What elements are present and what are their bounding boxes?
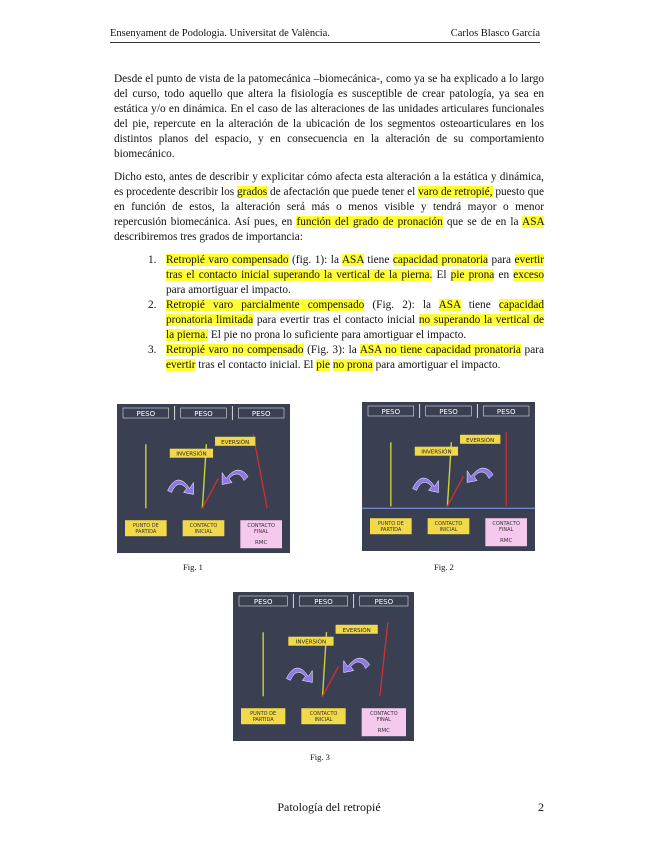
text-run: para	[520, 344, 544, 356]
eversion-label: EVERSIÓN	[466, 437, 495, 444]
diagram-svg	[362, 402, 535, 551]
diagram-svg	[233, 592, 414, 741]
phase-label-line: INICIAL	[194, 529, 213, 536]
peso-label: PESO	[374, 598, 394, 606]
text-run: (fig. 1): la	[288, 254, 342, 266]
peso-label: PESO	[194, 410, 213, 418]
highlight-run: exceso	[513, 269, 544, 281]
inversion-arrow-icon	[168, 480, 194, 495]
list-number: 3.	[148, 344, 157, 356]
eversion-arrow-icon	[344, 658, 370, 673]
inversion-label: INVERSIÓN	[176, 451, 207, 458]
text-run: tiene	[363, 254, 393, 266]
text-run: El	[432, 269, 451, 281]
eversion-arrow-icon	[467, 468, 493, 483]
highlight-run: ASA	[522, 216, 545, 228]
peso-label: PESO	[381, 408, 401, 416]
peso-label: PESO	[251, 410, 271, 418]
phase-label-line: CONTACTO	[309, 711, 338, 718]
phase-label-line: PUNTO DE	[250, 711, 277, 718]
rmc-label: RMC	[499, 538, 513, 545]
inversion-label: INVERSIÓN	[295, 639, 327, 646]
phase-label-line: CONTACTO	[434, 521, 463, 528]
phase-label-line: FINAL	[499, 527, 514, 534]
figure-1-caption: Fig. 1	[183, 562, 203, 572]
text-run: para	[488, 254, 515, 266]
header-rule	[110, 42, 540, 43]
phase-label-line: PARTIDA	[380, 527, 402, 534]
grades-list	[148, 253, 544, 373]
diagram-svg	[117, 404, 290, 553]
foot-line	[447, 476, 463, 506]
list-number: 2.	[148, 299, 157, 311]
inversion-label: INVERSIÓN	[421, 449, 452, 456]
inversion-arrow-icon	[413, 478, 439, 493]
figure-3	[233, 592, 414, 741]
highlight-run: ASA	[438, 299, 461, 311]
footer-title: Patología del retropié	[277, 800, 381, 814]
list-number: 1.	[148, 254, 157, 266]
text-run: tiene	[460, 299, 499, 311]
inversion-arrow-icon	[286, 668, 312, 683]
phase-label-line: PUNTO DE	[132, 523, 159, 530]
eversion-arrow-icon	[222, 470, 248, 485]
peso-label: PESO	[136, 410, 156, 418]
phase-label-line: PARTIDA	[252, 717, 274, 724]
highlight-run: varo de retropié,	[418, 186, 493, 198]
peso-label: PESO	[314, 598, 333, 606]
figure-1	[117, 404, 290, 553]
highlight-run: pie prona	[450, 269, 495, 281]
highlight-run: Retropié varo parcialmente compensado	[166, 299, 365, 311]
text-run: para evertir tras el contacto inicial	[253, 314, 419, 326]
foot-line	[202, 478, 218, 508]
phase-label-line: CONTACTO	[247, 523, 275, 530]
highlight-run: capacidad pronatoria limitada	[166, 299, 545, 326]
highlight-run: capacidad pronatoria	[392, 254, 489, 266]
highlight-run: grados	[237, 186, 268, 198]
list-item	[148, 298, 545, 343]
text-run: El pie no prona lo suficiente para amortiguar el impacto.	[208, 329, 467, 341]
highlight-run: ASA	[341, 254, 364, 266]
highlight-run: evertir	[166, 359, 196, 371]
list-item	[148, 253, 545, 298]
highlight-run: no prona	[332, 359, 373, 371]
phase-label-line: INICIAL	[314, 717, 333, 724]
page-number: 2	[538, 800, 544, 814]
eversion-label: EVERSIÓN	[342, 627, 371, 634]
text-run: que se de en la	[442, 216, 523, 228]
figure-2-caption: Fig. 2	[434, 562, 454, 572]
phase-label-line: CONTACTO	[492, 521, 520, 528]
text-run: tras el contacto inicial. El	[195, 359, 317, 371]
peso-label: PESO	[439, 408, 458, 416]
highlight-run: pie	[316, 359, 331, 371]
highlight-run: función del grado de pronación	[296, 216, 443, 228]
phase-label-line: PARTIDA	[135, 529, 157, 536]
text-run: (Fig. 3): la	[303, 344, 360, 356]
rmc-label: RMC	[377, 728, 391, 735]
list-item	[148, 343, 544, 373]
highlight-run: evertir tras el contacto inicial superando la vertical de la pierna.	[166, 254, 545, 281]
phase-label-line: FINAL	[254, 529, 269, 536]
highlight-run: Retropié varo no compensado	[166, 344, 304, 356]
highlight-run: Retropié varo compensado	[166, 254, 289, 266]
text-run: (Fig. 2): la	[364, 299, 439, 311]
text-run: Dicho esto, antes de describir y explicitar cómo afecta esta alteración a la estática y dinámica, es procedente describir los	[114, 171, 544, 198]
foot-line	[323, 666, 339, 696]
highlight-run: no superando la vertical de la pierna.	[166, 314, 545, 341]
header-author: Carlos Blasco García	[450, 28, 540, 39]
phase-label-line: PUNTO DE	[377, 521, 404, 528]
rmc-label: RMC	[254, 540, 268, 547]
leg-line	[380, 622, 388, 696]
phase-label-line: CONTACTO	[370, 711, 398, 718]
eversion-label: EVERSIÓN	[221, 439, 250, 446]
text-run: para amortiguar el impacto.	[166, 284, 291, 296]
text-run: para amortiguar el impacto.	[372, 359, 501, 371]
figure-3-caption: Fig. 3	[310, 752, 330, 762]
phase-label-line: INICIAL	[439, 527, 458, 534]
text-run: puesto que en función de estos, la alteración será más o menos visible y tendrá mayor o menor repercusión biomecánica. Así pues, en	[114, 186, 544, 228]
phase-label-line: FINAL	[376, 717, 391, 724]
header-institution: Ensenyament de Podologia. Universitat de València.	[110, 28, 330, 39]
text-run: describiremos tres grados de importancia:	[114, 231, 303, 243]
peso-label: PESO	[496, 408, 516, 416]
figure-2	[362, 402, 535, 551]
peso-label: PESO	[253, 598, 273, 606]
paragraph-grades	[114, 170, 544, 245]
paragraph-intro: Desde el punto de vista de la patomecánica –biomecánica-, como ya se ha explicado a lo largo del curso, todo aquello que altera la fisiología es susceptible de crear patología, ya sea en estática y/o en dinámica. En el caso de las alteraciones de las unidades articulares funcionales del pie, repercute en la alteración de la ubicación de los segmentos osteoarticulares en los distintos planos del espacio, y en consecuencia en la alteración de su comportamiento biomecánico.	[114, 73, 544, 160]
phase-label-line: CONTACTO	[189, 523, 218, 530]
highlight-run: ASA no tiene capacidad pronatoria	[359, 344, 521, 356]
text-run: de afectación que puede tener el	[267, 186, 419, 198]
text-run: en	[494, 269, 514, 281]
